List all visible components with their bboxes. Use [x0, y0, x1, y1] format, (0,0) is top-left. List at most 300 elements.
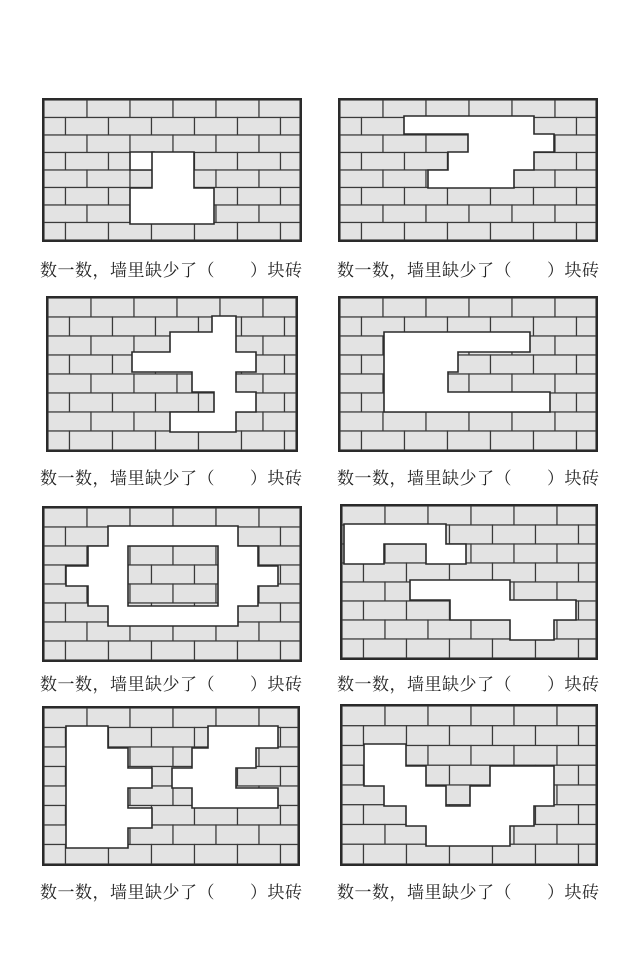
brick [364, 726, 407, 746]
brick [426, 135, 469, 153]
brick [514, 582, 557, 601]
brick [534, 118, 577, 136]
brick [173, 584, 216, 603]
brick [216, 508, 259, 527]
brick [342, 582, 385, 601]
brick [534, 188, 577, 206]
brick [195, 153, 238, 171]
brick [493, 563, 536, 582]
brick [216, 708, 259, 728]
brick [44, 546, 87, 565]
brick [91, 298, 134, 317]
brick [340, 100, 383, 118]
brick [109, 728, 152, 748]
brick [87, 170, 130, 188]
brick [557, 506, 596, 525]
brick [512, 412, 555, 431]
brick [536, 726, 579, 746]
brick [448, 431, 491, 450]
brick [491, 223, 534, 241]
brick [557, 746, 596, 766]
brick [113, 393, 156, 412]
brick [577, 223, 597, 241]
brick [385, 544, 428, 563]
brick [109, 118, 152, 136]
brick-wall-8 [340, 704, 598, 866]
brick [512, 100, 555, 118]
brick [469, 412, 512, 431]
brick [216, 135, 259, 153]
brick [362, 223, 405, 241]
brick [491, 355, 534, 374]
brick [383, 170, 426, 188]
brick [342, 563, 364, 582]
brick [428, 620, 471, 639]
brick [426, 205, 469, 223]
brick [48, 412, 91, 431]
brick [44, 584, 87, 603]
brick [493, 525, 536, 544]
brick [577, 431, 597, 450]
brick [364, 844, 407, 864]
brick [91, 336, 134, 355]
brick [44, 527, 66, 546]
brick [405, 223, 448, 241]
brick [340, 205, 383, 223]
brick [285, 317, 297, 336]
brick [130, 584, 173, 603]
brick [340, 170, 383, 188]
brick [405, 188, 448, 206]
brick [362, 431, 405, 450]
brick [514, 746, 557, 766]
brick [91, 412, 134, 431]
brick [173, 100, 216, 118]
brick [514, 544, 557, 563]
brick [469, 374, 512, 393]
brick [66, 641, 109, 660]
brick [281, 153, 301, 171]
brick [220, 298, 263, 317]
puzzle-5-caption: 数一数，墙里缺少了（ ）块砖 [40, 675, 303, 695]
puzzle-7-caption: 数一数，墙里缺少了（ ）块砖 [40, 883, 303, 903]
brick [195, 223, 238, 241]
puzzle-1-caption: 数一数，墙里缺少了（ ）块砖 [40, 261, 303, 281]
brick [426, 100, 469, 118]
brick [407, 639, 450, 658]
brick [340, 431, 362, 450]
brick [364, 639, 407, 658]
brick [469, 298, 512, 317]
brick [514, 825, 557, 845]
brick [152, 223, 195, 241]
brick [555, 298, 596, 317]
brick [555, 374, 596, 393]
brick [579, 563, 597, 582]
brick [448, 188, 491, 206]
brick [383, 298, 426, 317]
brick [536, 563, 579, 582]
brick [259, 100, 300, 118]
brick [48, 298, 91, 317]
bricks [340, 298, 596, 450]
brick [340, 223, 362, 241]
brick [579, 844, 597, 864]
brick [579, 601, 597, 620]
brick [362, 118, 405, 136]
brick [238, 118, 281, 136]
brick [70, 317, 113, 336]
brick [493, 726, 536, 746]
brick [281, 223, 301, 241]
brick [281, 641, 301, 660]
brick [66, 118, 109, 136]
brick [514, 706, 557, 726]
brick [364, 563, 407, 582]
brick [534, 153, 577, 171]
brick [340, 135, 383, 153]
puzzle-6-caption: 数一数，墙里缺少了（ ）块砖 [337, 675, 600, 695]
brick-wall-3-drawing [46, 296, 298, 452]
brick [281, 118, 301, 136]
brick [342, 506, 385, 525]
brick [555, 205, 596, 223]
brick [577, 188, 597, 206]
brick-wall-2 [338, 98, 598, 242]
brick [450, 765, 493, 785]
brick [238, 641, 281, 660]
brick [259, 135, 300, 153]
brick [342, 785, 385, 805]
brick [555, 412, 596, 431]
brick [44, 708, 87, 728]
brick [259, 170, 300, 188]
brick [152, 806, 195, 826]
brick [340, 393, 362, 412]
brick [450, 563, 493, 582]
brick [109, 223, 152, 241]
brick [281, 603, 301, 622]
brick [44, 622, 87, 641]
brick [44, 728, 66, 748]
brick [340, 188, 362, 206]
brick [130, 100, 173, 118]
brick [407, 563, 450, 582]
brick [493, 639, 536, 658]
brick [471, 620, 514, 639]
brick [44, 565, 66, 584]
brick [364, 601, 407, 620]
brick [342, 639, 364, 658]
brick [340, 153, 362, 171]
brick [577, 393, 597, 412]
brick [407, 726, 450, 746]
brick [48, 374, 91, 393]
brick-wall-4 [338, 296, 598, 452]
brick [471, 544, 514, 563]
brick [577, 355, 597, 374]
brick-wall-4-drawing [338, 296, 598, 452]
brick [536, 525, 579, 544]
brick [173, 546, 216, 565]
brick [44, 188, 66, 206]
brick [281, 767, 299, 787]
brick [579, 805, 597, 825]
brick [130, 786, 173, 806]
brick [44, 153, 66, 171]
brick-wall-7 [42, 706, 300, 866]
brick [91, 374, 134, 393]
brick [555, 135, 596, 153]
brick [44, 508, 87, 527]
brick [87, 205, 130, 223]
brick [44, 170, 87, 188]
brick [216, 170, 259, 188]
brick [493, 844, 536, 864]
brick [534, 355, 577, 374]
brick [134, 374, 177, 393]
brick-wall-5-drawing [42, 506, 302, 662]
brick [342, 765, 364, 785]
brick [259, 584, 300, 603]
brick [534, 223, 577, 241]
brick [555, 170, 596, 188]
brick [44, 845, 66, 865]
brick [259, 205, 300, 223]
brick [242, 317, 285, 336]
brick [512, 170, 555, 188]
brick [342, 601, 364, 620]
brick [450, 525, 493, 544]
brick [66, 153, 109, 171]
brick [512, 298, 555, 317]
brick [44, 767, 66, 787]
brick [87, 708, 130, 728]
brick [340, 317, 362, 336]
brick [113, 431, 156, 450]
brick [130, 135, 173, 153]
brick [195, 118, 238, 136]
brick-wall-1 [42, 98, 302, 242]
brick [383, 205, 426, 223]
brick [342, 706, 385, 726]
brick [130, 747, 173, 767]
brick [259, 825, 298, 845]
brick-wall-8-drawing [340, 704, 598, 866]
brick [385, 825, 428, 845]
brick [342, 726, 364, 746]
brick [448, 223, 491, 241]
brick [469, 100, 512, 118]
brick [70, 393, 113, 412]
brick [342, 805, 364, 825]
brick [383, 412, 426, 431]
brick [216, 205, 259, 223]
brick-wall-7-drawing [42, 706, 300, 866]
brick [238, 845, 281, 865]
brick-wall-5 [42, 506, 302, 662]
brick [263, 412, 296, 431]
brick [66, 527, 109, 546]
brick [426, 412, 469, 431]
brick [152, 845, 195, 865]
brick [48, 431, 70, 450]
brick [44, 100, 87, 118]
brick [152, 641, 195, 660]
brick [557, 544, 596, 563]
brick [259, 546, 300, 565]
brick [44, 205, 87, 223]
brick [195, 845, 238, 865]
brick [471, 506, 514, 525]
brick [263, 336, 296, 355]
brick [263, 374, 296, 393]
brick [48, 355, 70, 374]
brick [281, 806, 299, 826]
brick [238, 767, 281, 787]
brick [383, 135, 426, 153]
brick [536, 844, 579, 864]
brick [450, 726, 493, 746]
brick [536, 639, 579, 658]
brick [577, 317, 597, 336]
brick [555, 100, 596, 118]
brick [48, 317, 70, 336]
brick [579, 765, 597, 785]
brick [109, 641, 152, 660]
brick-wall-3 [46, 296, 298, 452]
puzzle-4-caption: 数一数，墙里缺少了（ ）块砖 [337, 469, 600, 489]
brick [216, 100, 259, 118]
brick [238, 527, 281, 546]
brick [48, 393, 70, 412]
brick [152, 565, 195, 584]
brick [555, 336, 596, 355]
brick [557, 620, 596, 639]
brick [405, 431, 448, 450]
brick [113, 317, 156, 336]
brick [385, 706, 428, 726]
brick [152, 728, 195, 748]
brick [281, 527, 301, 546]
brick [173, 825, 216, 845]
brick [66, 223, 109, 241]
brick [70, 355, 113, 374]
brick-wall-2-drawing [338, 98, 598, 242]
puzzle-3-caption: 数一数，墙里缺少了（ ）块砖 [40, 469, 303, 489]
brick [407, 601, 450, 620]
brick [340, 374, 383, 393]
brick [173, 135, 216, 153]
brick [512, 205, 555, 223]
brick [44, 603, 66, 622]
brick [173, 708, 216, 728]
brick [469, 205, 512, 223]
brick [44, 118, 66, 136]
brick [281, 565, 301, 584]
brick [281, 728, 299, 748]
brick [428, 706, 471, 726]
brick [285, 431, 297, 450]
brick [87, 100, 130, 118]
brick [242, 431, 285, 450]
brick [407, 844, 450, 864]
brick [426, 298, 469, 317]
brick-wall-1-drawing [42, 98, 302, 242]
brick [491, 188, 534, 206]
brick [340, 336, 383, 355]
brick [281, 845, 299, 865]
brick [340, 118, 362, 136]
brick [557, 582, 596, 601]
brick [130, 508, 173, 527]
brick [577, 118, 597, 136]
brick [385, 506, 428, 525]
puzzle-2-caption: 数一数，墙里缺少了（ ）块砖 [337, 261, 600, 281]
brick [385, 620, 428, 639]
brick [428, 506, 471, 525]
brick-wall-6-drawing [340, 504, 598, 660]
missing-bricks-region [130, 152, 154, 170]
brick [134, 298, 177, 317]
brick [152, 118, 195, 136]
brick [579, 639, 597, 658]
brick [514, 506, 557, 525]
brick [281, 188, 301, 206]
brick [44, 223, 66, 241]
brick [259, 508, 300, 527]
brick [259, 708, 298, 728]
brick [285, 393, 297, 412]
brick [238, 223, 281, 241]
brick [177, 298, 220, 317]
brick [44, 641, 66, 660]
brick [534, 431, 577, 450]
brick [263, 298, 296, 317]
brick [450, 844, 493, 864]
brick [342, 844, 364, 864]
brick [577, 153, 597, 171]
brick-wall-6 [340, 504, 598, 660]
brick [87, 508, 130, 527]
brick [471, 706, 514, 726]
brick [362, 153, 405, 171]
brick [340, 355, 362, 374]
brick [195, 641, 238, 660]
brick [428, 746, 471, 766]
brick [87, 135, 130, 153]
puzzle-8-caption: 数一数，墙里缺少了（ ）块砖 [337, 883, 600, 903]
brick [173, 508, 216, 527]
brick [536, 805, 579, 825]
brick [340, 298, 383, 317]
brick [130, 708, 173, 728]
brick [70, 431, 113, 450]
brick [342, 620, 385, 639]
brick [285, 355, 297, 374]
brick [342, 825, 385, 845]
brick [238, 153, 281, 171]
brick [156, 431, 199, 450]
brick [238, 188, 281, 206]
brick [199, 431, 242, 450]
brick [557, 785, 596, 805]
brick [364, 805, 407, 825]
brick [491, 431, 534, 450]
brick [340, 412, 383, 431]
brick [156, 393, 199, 412]
brick [66, 188, 109, 206]
